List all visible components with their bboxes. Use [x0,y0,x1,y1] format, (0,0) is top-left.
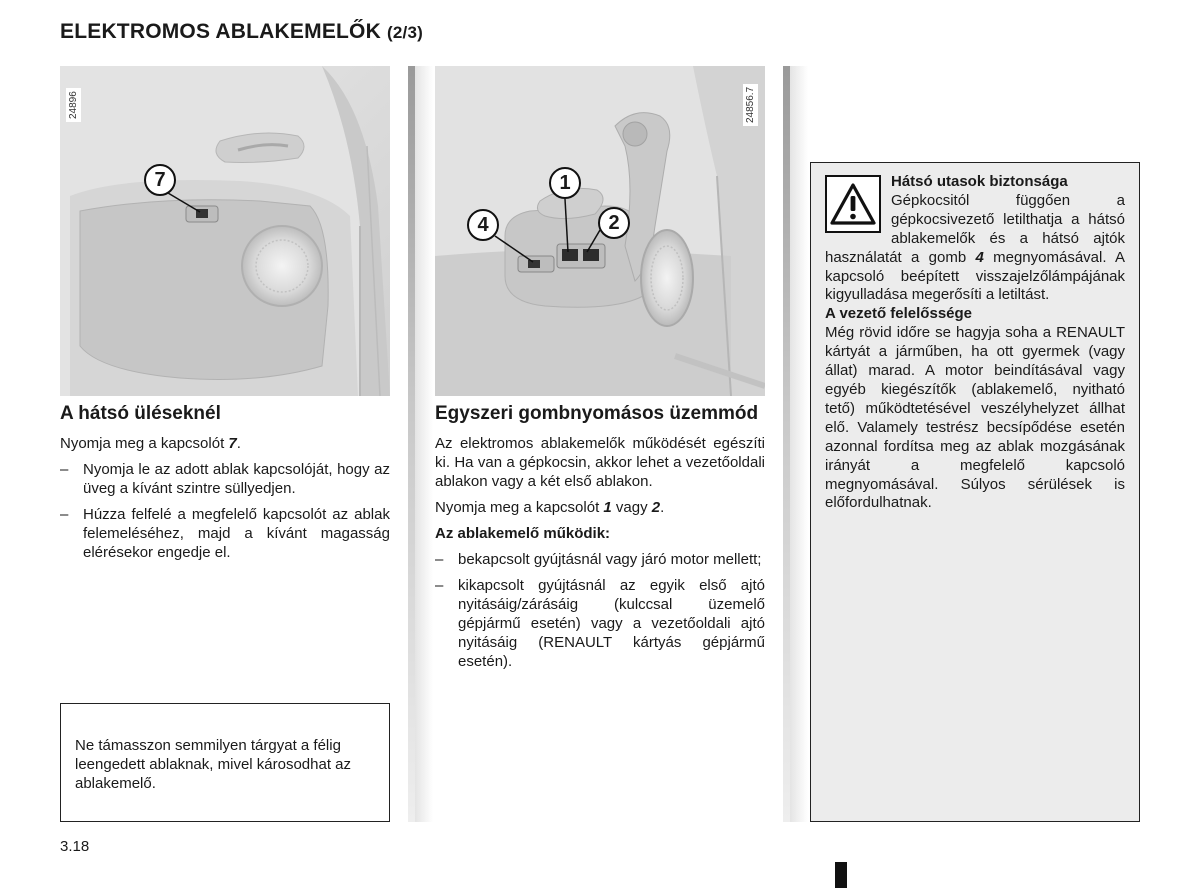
front-door-illustration [435,66,765,396]
operation-condition: – kikapcsolt gyújtásnál az egyik első ajtó nyitásáig/zárásáig (kulccsal üzemelő gépjármű esetén) vagy a vezetőoldali ajtó nyitásáig (RENAULT kártyás gépjármű esetén). [435,576,765,671]
driver-responsibility-heading: A vezető felelőssége [825,305,973,323]
callout-4: 4 [467,209,499,241]
rear-seats-intro [60,434,390,453]
figure-ref-middle: 24856.7 [743,84,758,126]
column-divider-left [408,66,415,822]
page-edge-marker [835,862,847,888]
column-divider-right [783,66,790,822]
callout-7: 7 [144,164,176,196]
page-title [60,20,423,44]
warning-triangle-icon [825,175,881,233]
one-touch-instruction-mid: vagy [611,499,652,516]
warning-paragraph-1b: megnyomásával. A kapcsoló beépített visszajelzőlámpájának kigyulladása megerősíti a letiltást. [825,248,1125,304]
one-touch-ref-1: 1 [603,499,612,516]
one-touch-heading: Egyszeri gombnyomásos üzemmód [435,403,759,424]
safety-warning-box [810,162,1140,822]
rear-door-illustration [60,66,390,396]
rear-seats-section [60,402,390,569]
one-touch-instruction-suffix: . [660,499,665,516]
rear-seats-intro-prefix: Nyomja meg a kapcsolót [60,435,229,452]
column-shade-left [415,66,433,822]
rear-seats-intro-suffix: . [236,435,241,452]
warning-heading-text: Hátsó utasok biztonsága [891,173,1068,190]
operation-condition: – bekapcsolt gyújtásnál vagy járó motor mellett; [435,550,765,569]
callout-2: 2 [598,207,630,239]
one-touch-description: Az elektromos ablakemelők működését egészíti ki. Ha van a gépkocsin, akkor lehet a vezetőoldali ablakon vagy a két első ablakon. [435,435,765,490]
rear-seats-step: – Nyomja le az adott ablak kapcsolóját, hogy az üveg a kívánt szintre süllyedjen. [60,460,390,498]
callout-1: 1 [549,167,581,199]
caution-note-box [60,703,390,822]
one-touch-instruction [435,498,765,517]
figure-ref-left: 24896 [66,88,81,122]
rear-seats-heading: A hátsó üléseknél [60,403,221,424]
warning-paragraph-2: Még rövid időre se hagyja soha a RENAULT kártyát a járműben, ha ott gyermek (vagy állat) marad. A motor beindításával vagy egyéb kiegészítők (ablakemelő, nyitható tető) működtetésével veszélyhelyzet állhat elő. Valamely testrész becsípődése esetén azonnal fordítsa meg az ablak mozgásának irányát a megfelelő kapcsoló megnyomásával. Súlyos sérülések is előfordulhatnak. [825,324,1125,512]
one-touch-section [435,402,765,678]
rear-door-drawing [60,66,390,396]
rear-seats-intro-ref: 7 [228,435,237,452]
one-touch-ref-2: 2 [651,499,661,516]
operation-subheading: Az ablakemelő működik: [435,525,611,542]
page-title-text: ELEKTROMOS ABLAKEMELŐK [60,20,381,43]
warning-ref-4: 4 [975,248,984,266]
rear-seats-steps [60,460,390,562]
one-touch-instruction-prefix: Nyomja meg a kapcsolót [435,499,604,516]
rear-seats-step: – Húzza felfelé a megfelelő kapcsolót az ablak felemeléséhez, majd a kívánt magasság elérésekor engedje el. [60,505,390,562]
page-title-suffix: (2/3) [387,23,423,42]
column-shade-right [790,66,808,822]
caution-note-text: Ne támasszon semmilyen tárgyat a félig leengedett ablaknak, mivel károsodhat az ablakemelő. [75,737,352,792]
warning-triangle-glyph [830,182,876,226]
operation-conditions [435,550,765,671]
page-number: 3.18 [60,838,90,855]
warning-paragraph-1a: Gépkocsitól függően a gépkocsivezető letilthatja a hátsó ablakemelők és a hátsó ajtók használatát a gomb [825,191,1125,266]
